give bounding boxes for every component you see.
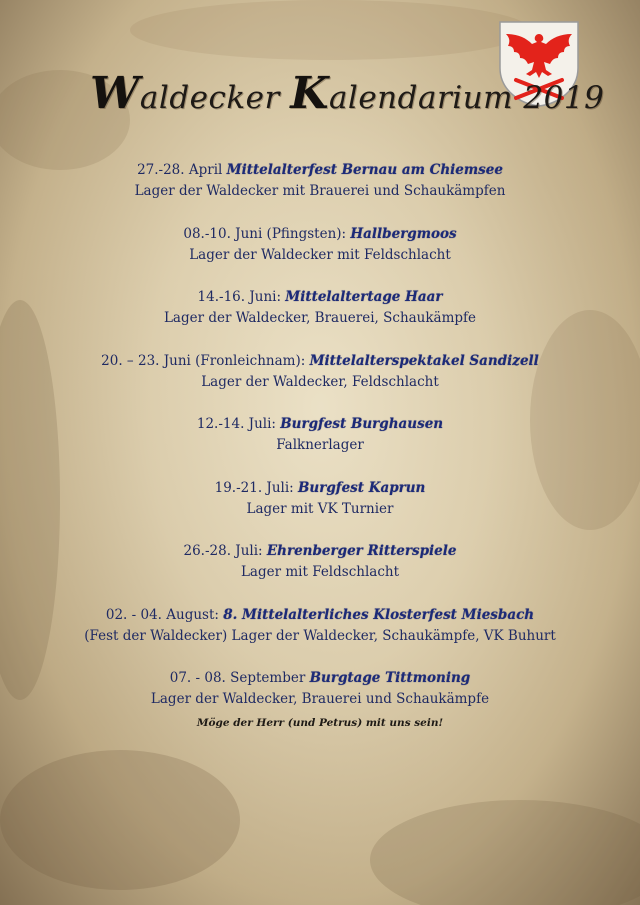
event-detail: Lager der Waldecker, Brauerei und Schaukämpfe <box>150 691 490 707</box>
event-date: 02. - 04. August: <box>105 606 224 623</box>
event-date: 14.-16. Juni: <box>197 289 286 305</box>
event-item <box>60 287 580 351</box>
event-name: Hallbergmoos <box>350 225 457 242</box>
event-detail: Lager mit Feldschlacht <box>240 564 400 580</box>
event-detail: Lager der Waldecker mit Feldschlacht <box>189 246 451 263</box>
event-name: Burgtage Tittmoning <box>309 670 471 686</box>
event-name: Mittelalterspektakel Sandizell <box>309 352 539 369</box>
event-name: Ehrenberger Ritterspiele <box>266 543 457 559</box>
event-name: Burgfest Kaprun <box>298 479 426 496</box>
event-date: 27.-28. April <box>137 162 227 178</box>
title-text-1: aldecker <box>139 80 291 116</box>
event-date: 12.-14. Juli: <box>196 416 281 432</box>
event-item <box>60 478 580 542</box>
event-list <box>60 160 580 732</box>
event-detail: Lager der Waldecker, Brauerei, Schaukämpfe <box>163 310 477 326</box>
event-name: Mittelalterfest Bernau am Chiemsee <box>226 162 503 178</box>
event-name: Mittelaltertage Haar <box>285 289 443 305</box>
title-text-2: alendarium 2019 <box>328 80 605 116</box>
event-name: Burgfest Burghausen <box>280 416 444 432</box>
event-item <box>60 414 580 478</box>
event-detail: Lager der Waldecker, Feldschlacht <box>201 373 439 390</box>
event-date: 26.-28. Juli: <box>183 543 267 559</box>
title-initial-k: K <box>290 68 329 119</box>
event-detail: Falknerlager <box>276 437 364 453</box>
event-detail: Lager mit VK Turnier <box>246 500 394 517</box>
event-item <box>60 541 580 605</box>
event-detail: (Fest der Waldecker) Lager der Waldecker, Schaukämpfe, VK Buhurt <box>84 627 556 644</box>
event-name: 8. Mittelalterliches Klosterfest Miesbach <box>223 606 535 623</box>
event-item <box>60 224 580 288</box>
closing-blessing: Möge der Herr (und Petrus) mit uns sein! <box>196 717 444 729</box>
title-initial-w: W <box>90 68 140 119</box>
event-date: 07. - 08. September <box>169 670 310 686</box>
event-detail: Lager der Waldecker mit Brauerei und Schaukämpfen <box>134 183 506 199</box>
event-date: 20. – 23. Juni (Fronleichnam): <box>101 352 310 369</box>
event-date: 19.-21. Juli: <box>214 479 298 496</box>
event-item <box>60 160 580 224</box>
event-item <box>60 351 580 415</box>
page-title <box>90 68 605 119</box>
event-date: 08.-10. Juni (Pfingsten): <box>183 225 351 242</box>
event-item <box>60 605 580 669</box>
